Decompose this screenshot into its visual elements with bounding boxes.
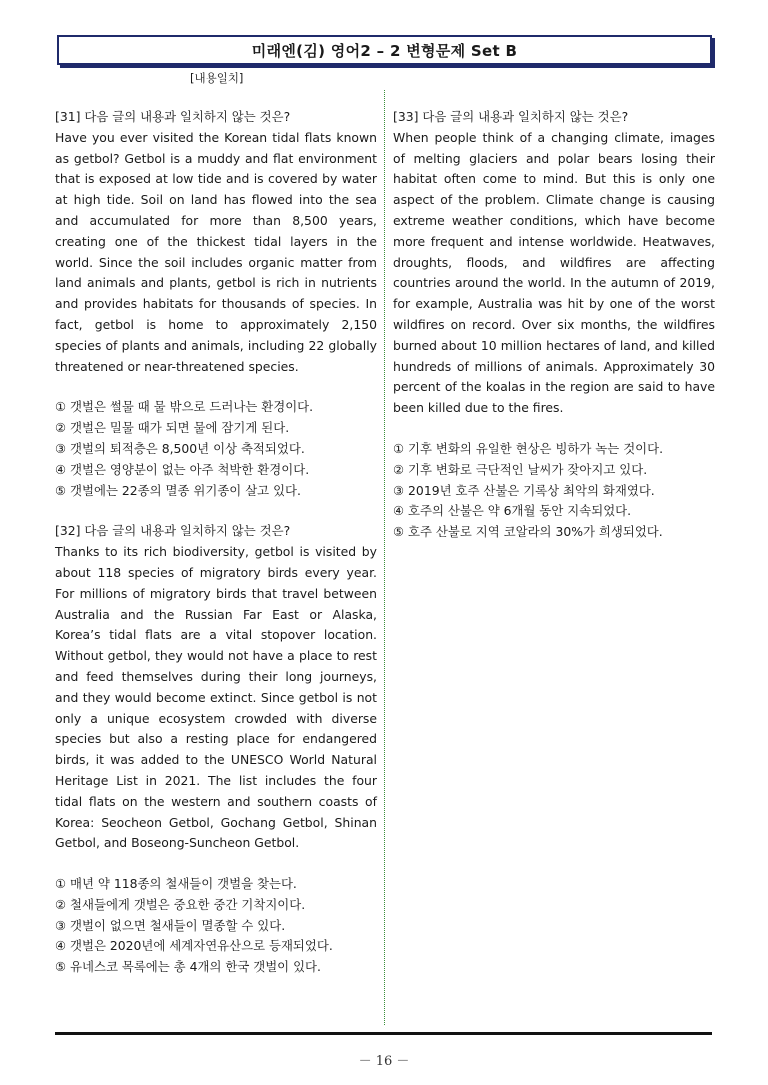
answer-option: ④ 갯벌은 2020년에 세계자연유산으로 등재되었다.	[55, 938, 333, 954]
answer-option: ② 기후 변화로 극단적인 날씨가 잦아지고 있다.	[393, 461, 648, 477]
question-passage: Have you ever visited the Korean tidal flats known as getbol? Getbol is a muddy and flat environment that is exposed at low tide and is covered by water at high tide. Soil on land has flowed into the sea and accumulated for more than 8,500 years, creating one of the thickest tidal layers in the world. Since the soil includes organic matter from land animals and plants, getbol is rich in nutrients and provides habitats for thousands of species. In fact, getbol is home to approximately 2,150 species of plants and animals, including 22 globally threatened or near-threatened species.	[55, 129, 377, 374]
answer-option: ③ 갯벌의 퇴적층은 8,500년 이상 축적되었다.	[55, 440, 305, 456]
answer-option: ③ 2019년 호주 산불은 기록상 최악의 화재였다.	[393, 482, 655, 498]
column-divider	[384, 90, 385, 1025]
left-column	[55, 107, 377, 978]
question-32	[55, 521, 377, 978]
page-number: － 16 －	[358, 1054, 410, 1069]
question-33	[393, 107, 715, 543]
answer-option: ① 갯벌은 썰물 때 물 밖으로 드러나는 환경이다.	[55, 399, 314, 415]
footer-rule	[55, 1032, 712, 1035]
page-title: 미래엔(김) 영어2 – 2 변형문제 Set B	[57, 35, 712, 65]
question-passage: Thanks to its rich biodiversity, getbol is visited by about 118 species of migratory birds every year. For millions of migratory birds that travel between Australia and the Russian Far East or Alaska, Korea’s tidal flats are a vital stopover location. Without getbol, they would not have a place to rest and feed themselves during their long journeys, and they would become extinct. Since getbol is not only a unique ecosystem crowded with diverse species but also a resting place for endangered birds, it was added to the UNESCO World Natural Heritage List in 2021. The list includes the four tidal flats on the western and southern coasts of Korea: Seocheon Getbol, Gochang Getbol, Shinan Getbol, and Boseong-Suncheon Getbol.	[55, 544, 377, 851]
question-heading: [32] 다음 글의 내용과 일치하지 않는 것은?	[55, 523, 291, 539]
answer-option: ⑤ 호주 산불로 지역 코알라의 30%가 희생되었다.	[393, 524, 663, 540]
question-passage: When people think of a changing climate, images of melting glaciers and polar bears losing their habitat often come to mind. But this is only one aspect of the problem. Climate change is causing extreme weather conditions, which have become more frequent and intense worldwide. Heatwaves, droughts, floods, and wildfires are affecting countries around the world. In the autumn of 2019, for example, Australia was hit by one of the worst wildfires on record. Over six months, the wildfires burned about 10 million hectares of land, and killed hundreds of millions of animals. Approximately 30 percent of the koalas in the region are said to have been killed due to the fires.	[393, 129, 715, 416]
right-column	[393, 107, 715, 543]
answer-options	[393, 439, 715, 543]
answer-option: ⑤ 유네스코 목록에는 총 4개의 한국 갯벌이 있다.	[55, 959, 321, 975]
answer-options	[55, 874, 377, 978]
question-heading: [31] 다음 글의 내용과 일치하지 않는 것은?	[55, 109, 291, 124]
question-31	[55, 107, 377, 501]
answer-option: ② 갯벌은 밀물 때가 되면 물에 잠기게 된다.	[55, 420, 290, 436]
answer-option: ④ 호주의 산불은 약 6개월 동안 지속되었다.	[393, 503, 632, 519]
answer-option: ② 철새들에게 갯벌은 중요한 중간 기착지이다.	[55, 896, 306, 912]
answer-options	[55, 397, 377, 501]
section-label: [내용일치]	[190, 71, 244, 85]
answer-option: ① 기후 변화의 유일한 현상은 빙하가 녹는 것이다.	[393, 440, 664, 456]
question-heading: [33] 다음 글의 내용과 일치하지 않는 것은?	[393, 109, 629, 124]
answer-option: ④ 갯벌은 영양분이 없는 아주 척박한 환경이다.	[55, 461, 310, 477]
answer-option: ③ 갯벌이 없으면 철새들이 멸종할 수 있다.	[55, 917, 286, 933]
answer-option: ⑤ 갯벌에는 22종의 멸종 위기종이 살고 있다.	[55, 482, 301, 498]
answer-option: ① 매년 약 118종의 철새들이 갯벌을 찾는다.	[55, 876, 297, 892]
